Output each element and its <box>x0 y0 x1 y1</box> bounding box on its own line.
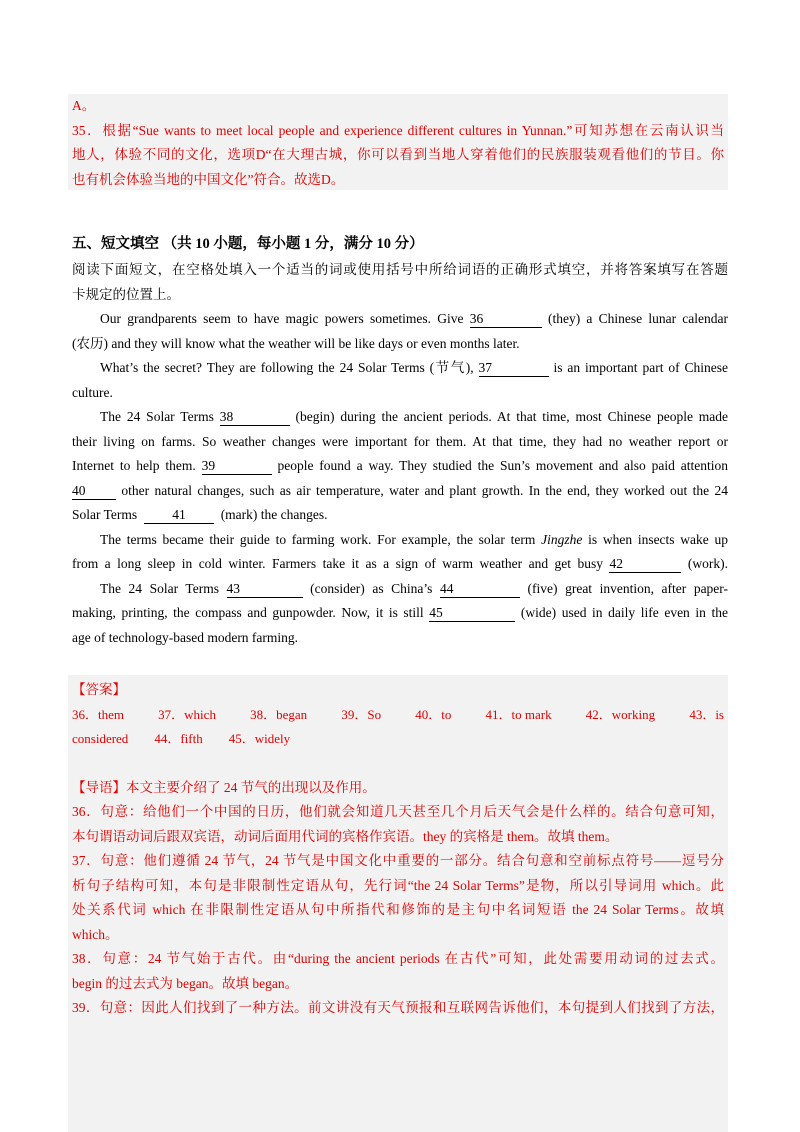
answer-item: considered <box>72 731 129 746</box>
explanation-line: which。 <box>72 926 119 942</box>
answer-item: 41．to mark <box>485 706 552 722</box>
text: is when insects wake up <box>588 531 729 547</box>
explanation-line: 38．句意：24 节气始于古代。由“during the ancient periods 在古代”可知，此处需要用动词的过去式。 <box>72 951 724 966</box>
explanation-line: A。 <box>72 98 96 113</box>
passage-line: culture. <box>72 384 113 400</box>
text: people found a way. They studied the Sun’s movement and also paid attention <box>277 458 729 473</box>
answer-item: 43．is <box>689 706 724 722</box>
text: Internet to help them. <box>72 458 196 473</box>
blank-39[interactable]: 39 <box>202 458 272 475</box>
text: Our grandparents seem to have magic powers sometimes. Give <box>100 311 464 326</box>
text: (five) great invention, after paper- <box>527 580 729 596</box>
text: (work). <box>687 556 729 571</box>
answer-item: 36．them <box>72 706 124 722</box>
answer-item: 45．widely <box>228 731 291 746</box>
text: (wide) used in daily life even in the <box>520 605 728 620</box>
blank-37[interactable]: 37 <box>479 360 549 377</box>
text: (begin) during the ancient periods. At that time, most Chinese people made <box>295 409 729 424</box>
explanation-line: 也有机会体验当地的中国文化”符合。故选D。 <box>72 171 345 187</box>
text: (mark) the changes. <box>220 507 328 522</box>
passage-line: (农历) and they will know what the weather will be like days or even months later. <box>72 335 520 351</box>
answers-row <box>72 727 724 752</box>
explanation-line: 地人，体验不同的文化，选项D“在大理古城，你可以看到当地人穿着他们的民族服装观看他们的节目。你 <box>72 147 724 162</box>
passage-line <box>72 356 728 381</box>
blank-43[interactable]: 43 <box>227 581 303 598</box>
passage-line: their living on farms. So weather changes were important for them. At that time, they had no weather report or <box>72 433 728 449</box>
blank-36[interactable]: 36 <box>470 311 542 328</box>
passage-line <box>72 528 728 553</box>
instruction-line: 卡规定的位置上。 <box>72 286 180 302</box>
answers-row <box>72 703 724 728</box>
text: The 24 Solar Terms <box>100 409 214 424</box>
text: (they) a Chinese lunar calendar <box>547 311 729 326</box>
answer-item: 37．which <box>158 706 216 722</box>
passage-line <box>72 454 728 479</box>
blank-42[interactable]: 42 <box>609 556 681 573</box>
text: making, printing, the compass and gunpowder. Now, it is still <box>72 605 424 620</box>
text: The terms became their guide to farming work. For example, the solar term <box>100 531 536 547</box>
text: The 24 Solar Terms <box>100 580 219 596</box>
explanation-line: 本句谓语动词后跟双宾语，动词后面用代词的宾格作宾语。they 的宾格是 them。故填 them。 <box>72 828 619 844</box>
text: What’s the secret? They are following the 24 Solar Terms (节气), <box>100 360 474 375</box>
passage-line <box>72 577 728 602</box>
text: Solar Terms <box>72 507 138 522</box>
explanation-line: 39．句意：因此人们找到了一种方法。前文讲没有天气预报和互联网告诉他们，本句提到人们找到了方法， <box>72 1000 724 1015</box>
guide-line: 【导语】本文主要介绍了 24 节气的出现以及作用。 <box>72 779 376 795</box>
explanation-line: begin 的过去式为 began。故填 began。 <box>72 975 299 991</box>
answer-item: 44．fifth <box>154 731 203 746</box>
answer-label: 【答案】 <box>72 682 126 697</box>
blank-44[interactable]: 44 <box>440 581 520 598</box>
passage-line <box>72 552 728 577</box>
passage-line <box>72 405 728 430</box>
prev-explanation-box <box>68 94 728 190</box>
instruction-line: 阅读下面短文，在空格处填入一个适当的词或使用括号中所给词语的正确形式填空，并将答案填写在答题 <box>72 262 728 277</box>
passage <box>72 258 728 650</box>
text: other natural changes, such as air temperature, water and plant growth. In the end, they worked out the 24 <box>121 482 729 498</box>
explanation-line: 36．句意：给他们一个中国的日历，他们就会知道几天甚至几个月后天气会是什么样的。结合句意可知， <box>72 804 724 819</box>
explanation-line: 35．根据“Sue wants to meet local people and experience different cultures in Yunnan.”可知苏想在云南认识当 <box>72 122 724 138</box>
text: (consider) as China’s <box>310 580 433 596</box>
section-heading: 五、短文填空 （共 10 小题，每小题 1 分，满分 10 分） <box>72 236 424 252</box>
answer-item: 38．began <box>250 706 308 722</box>
answer-box <box>68 675 728 1132</box>
blank-41[interactable]: 41 <box>144 507 214 524</box>
solar-term-name: Jingzhe <box>541 531 583 547</box>
explanation-line: 析句子结构可知，本句是非限制性定语从句，先行词“the 24 Solar Terms”是物，所以引导词用 which。此 <box>72 877 724 893</box>
explanation-line: 处关系代词 which 在非限制性定语从句中所指代和修饰的是主句中名词短语 the 24 Solar Terms。故填 <box>72 902 724 917</box>
answer-item: 42．working <box>585 706 656 722</box>
passage-line <box>72 601 728 626</box>
passage-line: age of technology-based modern farming. <box>72 629 299 645</box>
blank-45[interactable]: 45 <box>429 605 515 622</box>
blank-38[interactable]: 38 <box>220 409 290 426</box>
passage-line <box>72 479 728 504</box>
answer-item: 39．So <box>341 706 382 722</box>
answer-item: 40．to <box>415 706 452 722</box>
text: is an important part of Chinese <box>553 360 729 375</box>
passage-line <box>72 307 728 332</box>
blank-40[interactable]: 40 <box>72 483 116 500</box>
explanation-line: 37．句意：他们遵循 24 节气，24 节气是中国文化中重要的一部分。结合句意和空前标点符号——逗号分 <box>72 853 724 868</box>
passage-line <box>72 503 728 528</box>
text: from a long sleep in cold winter. Farmers take it as a sign of warm weather and get busy <box>72 556 603 571</box>
